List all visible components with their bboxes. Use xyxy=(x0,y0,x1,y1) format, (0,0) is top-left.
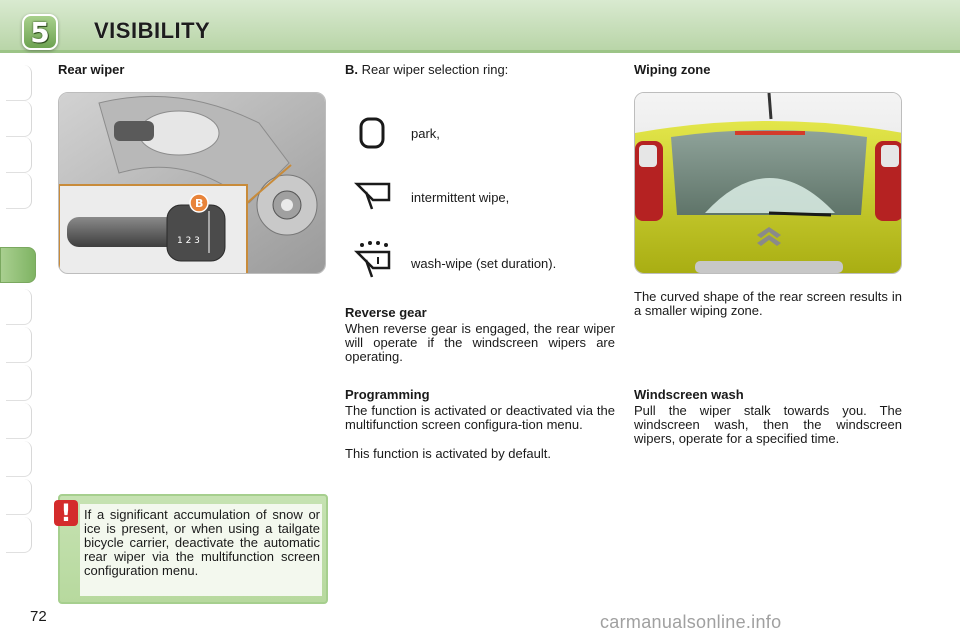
windscreen-wash-title: Windscreen wash xyxy=(634,387,744,402)
chapter-title: VISIBILITY xyxy=(94,18,211,43)
rear-wiper-title: Rear wiper xyxy=(58,62,125,77)
chapter-number: 5 xyxy=(30,15,50,49)
chapter-tab[interactable] xyxy=(6,365,32,401)
chapter-tab[interactable] xyxy=(6,101,32,137)
chapter-tab[interactable] xyxy=(6,65,32,101)
wash-wipe-icon xyxy=(354,240,394,285)
watermark: carmanualsonline.info xyxy=(600,612,782,632)
svg-text:B: B xyxy=(195,197,204,210)
park-label: park, xyxy=(411,126,440,141)
header-divider xyxy=(0,50,960,53)
wiper-stalk-illustration xyxy=(59,93,326,274)
wiping-zone-text: The curved shape of the rear screen results in a smaller wiping zone. xyxy=(634,289,902,318)
rear-screen-illustration xyxy=(635,93,902,274)
intermittent-label: intermittent wipe, xyxy=(411,190,510,205)
programming-text: The function is activated or deactivated via the multifunction screen configura-tion menu. xyxy=(345,403,615,432)
page-number: 72 xyxy=(30,608,47,625)
warning-text: If a significant accumulation of snow or ice is present, or when using a tailgate bicycle carrier, deactivate the automatic rear wiper via the multifunction screen configuration menu. xyxy=(84,507,320,578)
warning-icon: ! xyxy=(54,500,78,526)
chapter-tab[interactable] xyxy=(6,517,32,553)
wiper-stalk-photo xyxy=(58,92,326,274)
park-position-icon xyxy=(358,116,388,157)
chapter-badge xyxy=(22,14,58,50)
chapter-tab[interactable] xyxy=(6,137,32,173)
intermittent-wipe-icon xyxy=(354,180,394,217)
chapter-tab-active[interactable] xyxy=(0,247,36,283)
chapter-tabs xyxy=(0,65,36,575)
wiping-zone-title: Wiping zone xyxy=(634,62,711,77)
programming-title: Programming xyxy=(345,387,430,402)
chapter-tab[interactable] xyxy=(6,173,32,209)
chapter-tab[interactable] xyxy=(6,327,32,363)
chapter-tab[interactable] xyxy=(6,289,32,325)
svg-text:1 2 3: 1 2 3 xyxy=(177,236,200,246)
ring-intro-text: Rear wiper selection ring: xyxy=(358,62,509,77)
wash-wipe-label: wash-wipe (set duration). xyxy=(411,256,557,271)
chapter-tab[interactable] xyxy=(6,441,32,477)
ring-label: B. xyxy=(345,62,358,77)
reverse-gear-title: Reverse gear xyxy=(345,305,427,320)
windscreen-wash-text: Pull the wiper stalk towards you. The windscreen wash, then the windscreen wipers, operate for a specified time. xyxy=(634,403,902,446)
ring-intro xyxy=(345,62,508,77)
reverse-gear-text: When reverse gear is engaged, the rear wiper will operate if the windscreen wipers are operating. xyxy=(345,321,615,364)
chapter-tab[interactable] xyxy=(6,479,32,515)
rear-screen-photo xyxy=(634,92,902,274)
programming-default-text: This function is activated by default. xyxy=(345,446,551,461)
chapter-tab[interactable] xyxy=(6,403,32,439)
